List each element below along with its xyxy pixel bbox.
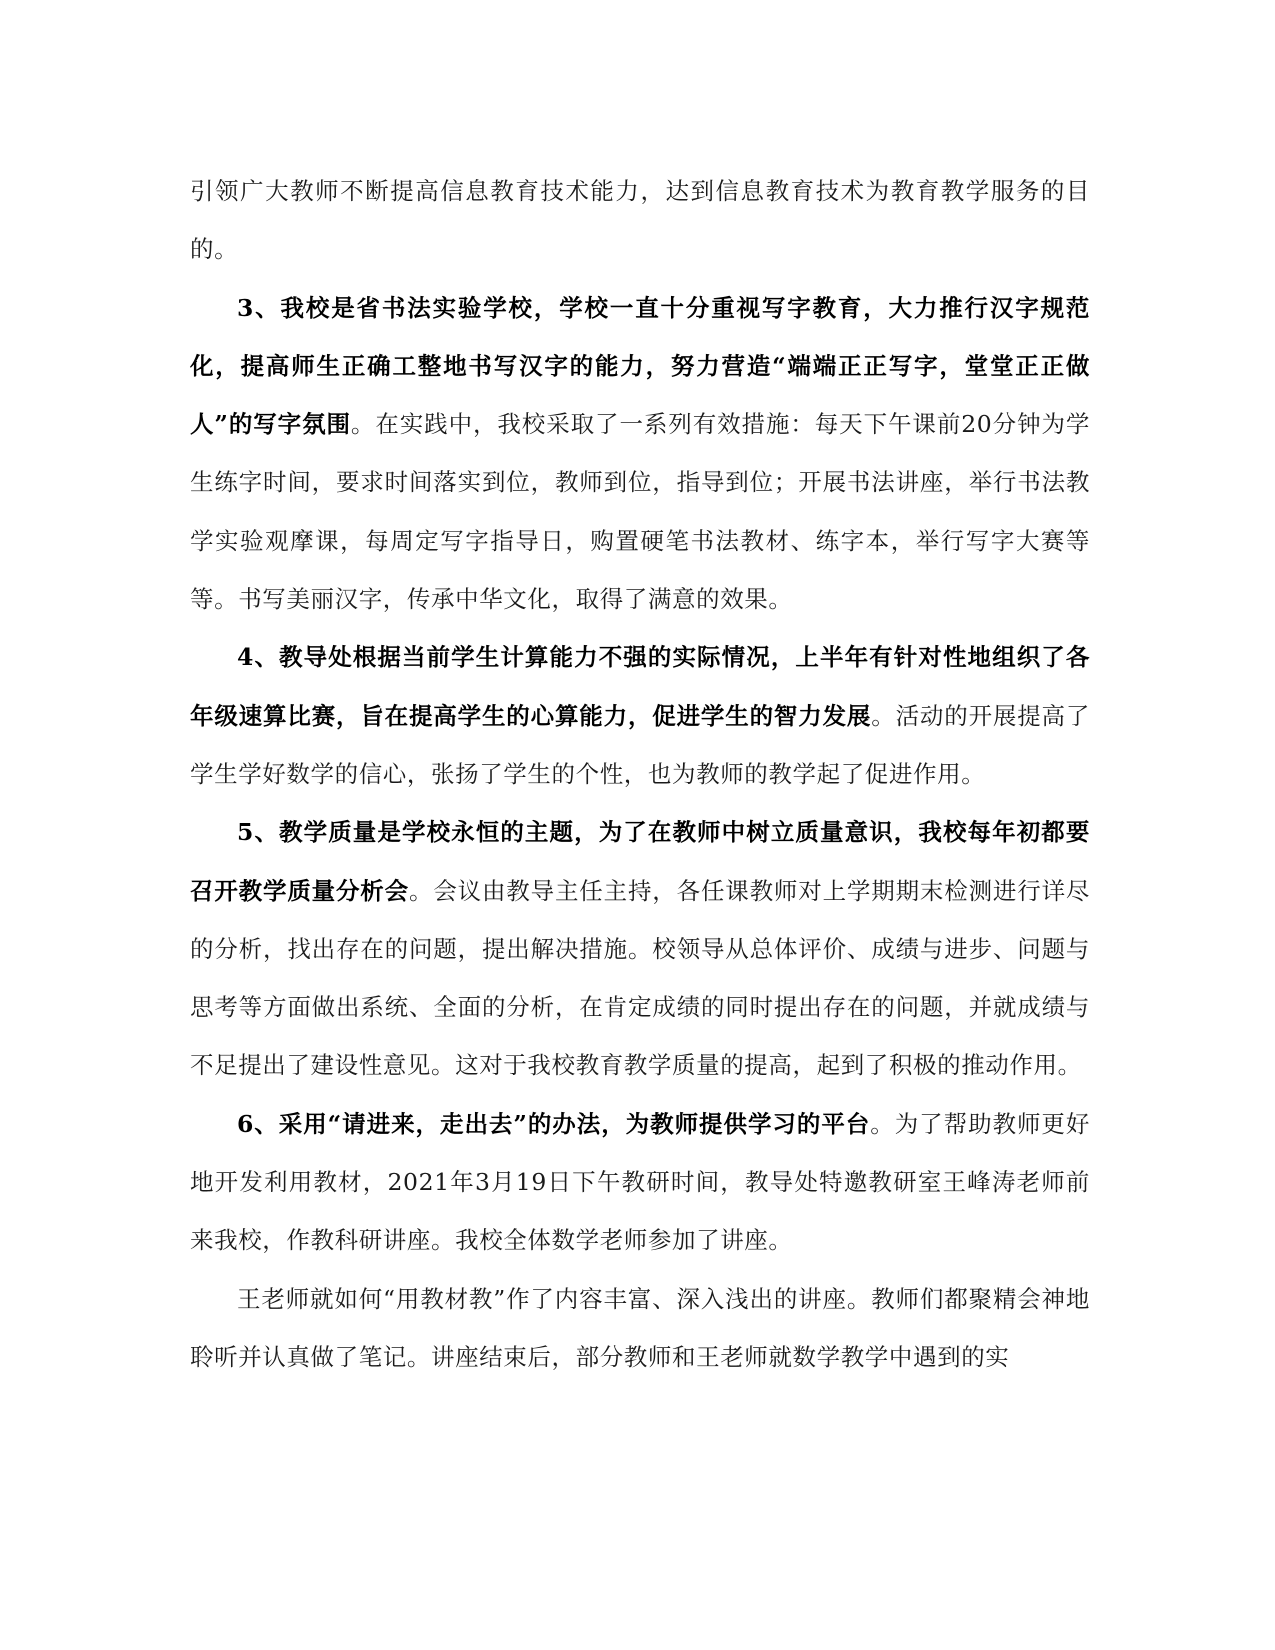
paragraph-bold-lead: 4、教导处根据当前学生计算能力不强的实际情况，上半年有针对性地组织了各年级速算比赛，旨在提高学生的心算能力，促进学生的智力发展 — [190, 643, 1090, 730]
paragraph-item-6 — [190, 1095, 1090, 1270]
paragraph-text: 王老师就如何“用教材教”作了内容丰富、深入浅出的讲座。教师们都聚精会神地聆听并认真做了笔记。讲座结束后，部分教师和王老师就数学教学中遇到的实 — [190, 1284, 1090, 1371]
paragraph-bold-lead: 6、采用“请进来，走出去”的办法，为教师提供学习的平台 — [237, 1109, 871, 1138]
paragraph-item-3 — [190, 279, 1090, 629]
paragraph-bold-lead: 3、我校是省书法实验学校，学校一直十分重视写字教育，大力推行汉字规范化，提高师生正确工整地书写汉字的能力，努力营造“端端正正写字，堂堂正正做人”的写字氛围 — [190, 293, 1090, 439]
paragraph-text: 引领广大教师不断提高信息教育技术能力，达到信息教育技术为教育教学服务的目的。 — [190, 177, 1090, 264]
paragraph-text: 。活动的开展提高了学生学好数学的信心，张扬了学生的个性，也为教师的教学起了促进作用。 — [190, 701, 1090, 788]
paragraph-text: 。为了帮助教师更好地开发利用教材，2021年3月19日下午教研时间，教导处特邀教研室王峰涛老师前来我校，作教科研讲座。我校全体数学老师参加了讲座。 — [190, 1109, 1090, 1255]
paragraph-text: 。在实践中，我校采取了一系列有效措施：每天下午课前20分钟为学生练字时间，要求时间落实到位，教师到位，指导到位；开展书法讲座，举行书法教学实验观摩课，每周定写字指导日，购置硬笔书法教材、练字本，举行写字大赛等等。书写美丽汉字，传承中华文化，取得了满意的效果。 — [190, 410, 1090, 614]
paragraph-item-5 — [190, 803, 1090, 1094]
paragraph-continuation — [190, 162, 1090, 279]
paragraph-text: 。会议由教导主任主持，各任课教师对上学期期末检测进行详尽的分析，找出存在的问题，提出解决措施。校领导从总体评价、成绩与进步、问题与思考等方面做出系统、全面的分析，在肯定成绩的同时提出存在的问题，并就成绩与不足提出了建设性意见。这对于我校教育教学质量的提高，起到了积极的推动作用。 — [190, 876, 1090, 1080]
paragraph-bold-lead: 5、教学质量是学校永恒的主题，为了在教师中树立质量意识，我校每年初都要召开教学质量分析会 — [190, 818, 1090, 905]
paragraph-item-4 — [190, 628, 1090, 803]
document-body — [190, 162, 1090, 1386]
paragraph-lecture — [190, 1270, 1090, 1387]
